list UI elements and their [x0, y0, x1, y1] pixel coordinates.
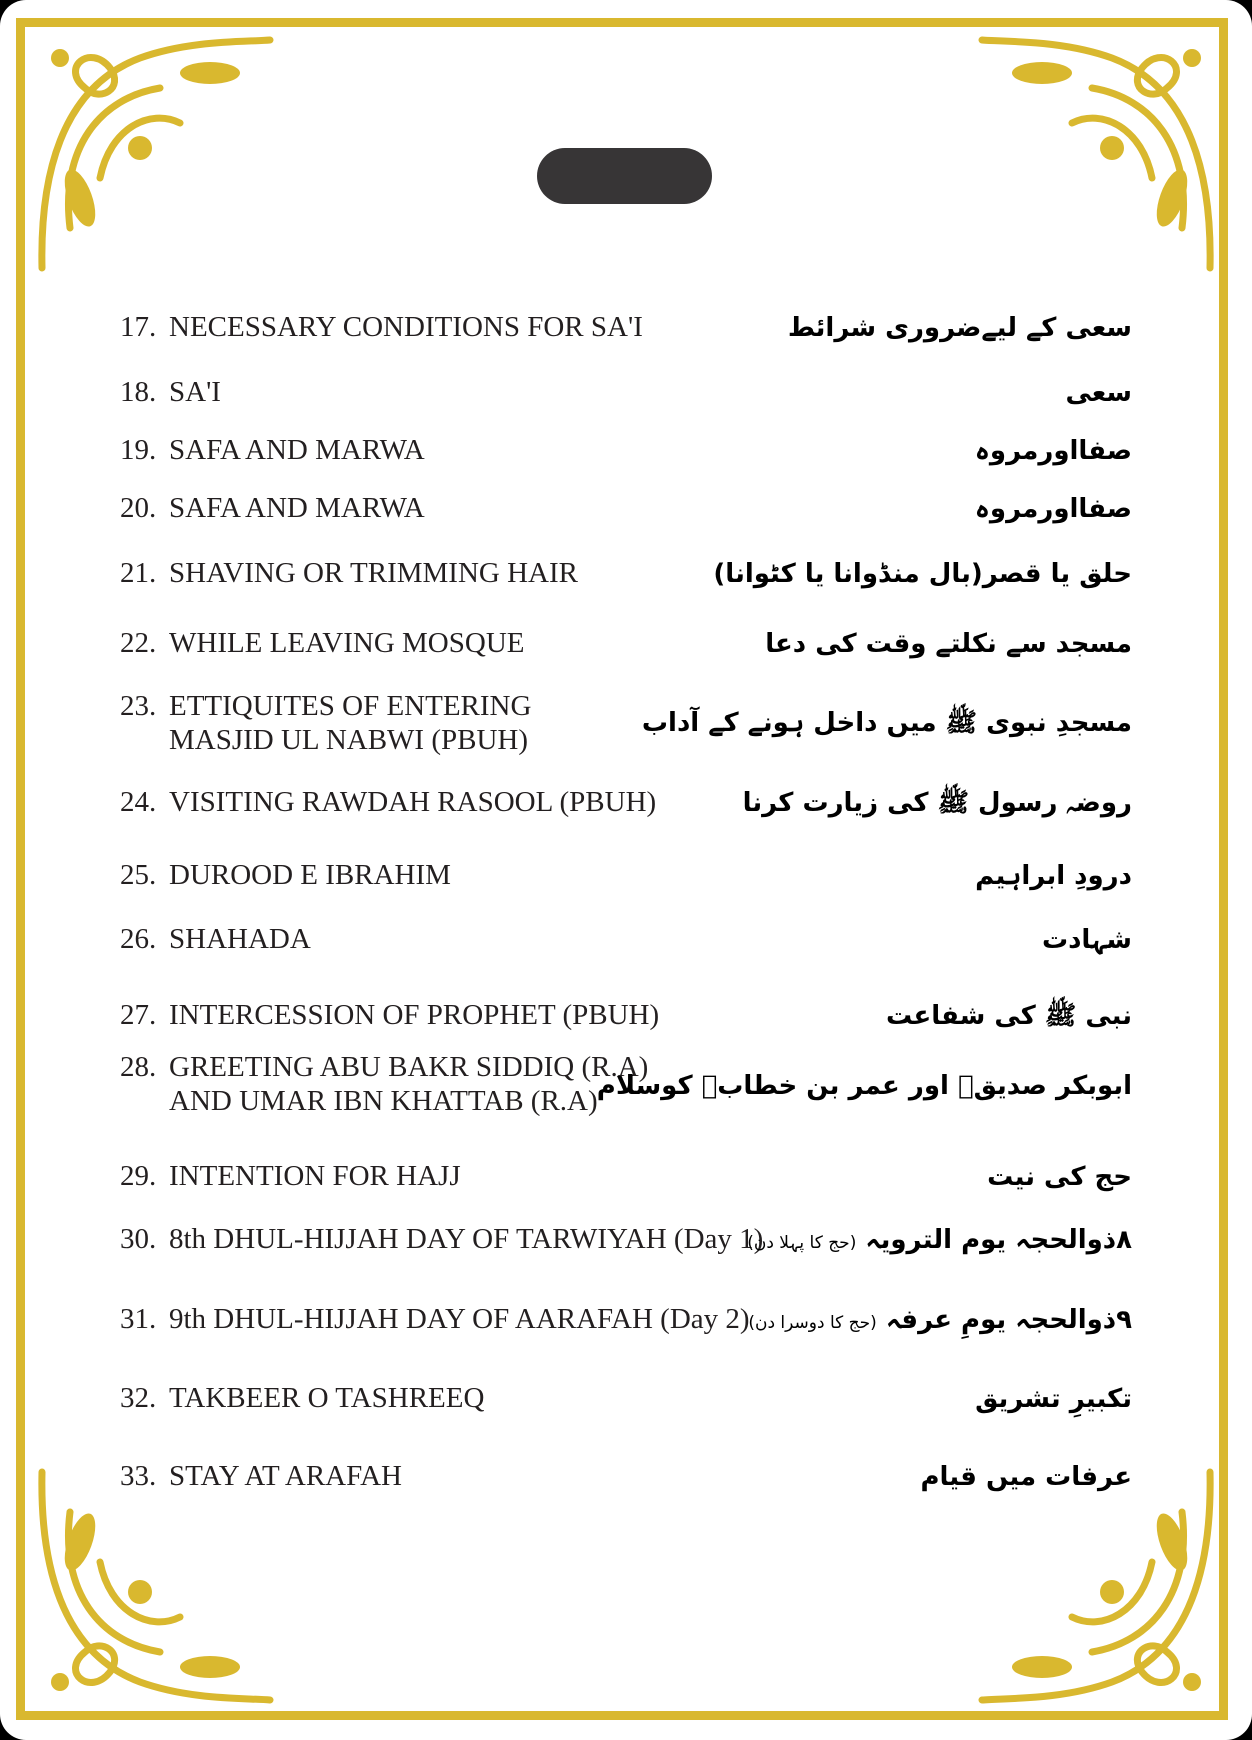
toc-english: 26. SHAHADA: [120, 923, 311, 955]
toc-english: 33. STAY AT ARAFAH: [120, 1460, 402, 1492]
toc-english: 32. TAKBEER O TASHREEQ: [120, 1382, 485, 1414]
toc-english: 18. SA'I: [120, 376, 221, 408]
toc-urdu: حج کی نیت: [987, 1162, 1132, 1192]
toc-english: 23. ETTIQUITES OF ENTERING MASJID UL NABWI (PBUH): [120, 690, 532, 756]
toc-urdu: روضہ رسول ﷺ کی زیارت کرنا: [742, 788, 1132, 818]
toc-urdu: حلق یا قصر(بال منڈوانا یا کٹوانا): [713, 559, 1132, 589]
toc-urdu: شہادت: [1041, 925, 1132, 955]
toc-english: 27. INTERCESSION OF PROPHET (PBUH): [120, 999, 660, 1031]
toc-urdu: درودِ ابراہیم: [975, 861, 1132, 891]
toc-english: 19. SAFA AND MARWA: [120, 434, 425, 466]
floral-corner-ornament-icon: [30, 1462, 280, 1712]
toc-urdu: ۹ذوالحجہ یومِ عرفہ (حج کا دوسرا دن): [748, 1305, 1132, 1335]
floral-corner-ornament-icon: [972, 1462, 1222, 1712]
toc-urdu: سعی کے لیےضروری شرائط: [787, 313, 1132, 343]
toc-urdu: مسجدِ نبوی ﷺ میں داخل ہونے کے آداب: [641, 708, 1132, 738]
toc-english: 25. DUROOD E IBRAHIM: [120, 859, 451, 891]
header-pill: [537, 148, 712, 204]
toc-urdu: ابوبکر صدیقؓ اور عمر بن خطابؓ کوسلام: [596, 1071, 1132, 1101]
toc-english: 22. WHILE LEAVING MOSQUE: [120, 627, 525, 659]
toc-english: 30. 8th DHUL-HIJJAH DAY OF TARWIYAH (Day 1): [120, 1223, 764, 1255]
toc-english: 31. 9th DHUL-HIJJAH DAY OF AARAFAH (Day 2): [120, 1303, 750, 1335]
toc-english: 17. NECESSARY CONDITIONS FOR SA'I: [120, 311, 643, 343]
toc-urdu: عرفات میں قیام: [920, 1462, 1132, 1492]
toc-english: 21. SHAVING OR TRIMMING HAIR: [120, 557, 578, 589]
toc-urdu: سعی: [1065, 378, 1132, 408]
toc-urdu: ۸ذوالحجہ یوم الترویہ (حج کا پہلا دن): [747, 1225, 1132, 1255]
toc-urdu: صفااورمروہ: [974, 436, 1132, 466]
toc-urdu: مسجد سے نکلتے وقت کی دعا: [765, 629, 1132, 659]
toc-urdu: تکبیرِ تشریق: [975, 1384, 1132, 1414]
floral-corner-ornament-icon: [972, 28, 1222, 278]
floral-corner-ornament-icon: [30, 28, 280, 278]
toc-english: 20. SAFA AND MARWA: [120, 492, 425, 524]
toc-urdu: صفااورمروہ: [974, 494, 1132, 524]
toc-english: 28. GREETING ABU BAKR SIDDIQ (R.A) AND UMAR IBN KHATTAB (R.A): [120, 1051, 649, 1117]
toc-urdu: نبی ﷺ کی شفاعت: [886, 1001, 1132, 1031]
toc-english: 24. VISITING RAWDAH RASOOL (PBUH): [120, 786, 657, 818]
toc-english: 29. INTENTION FOR HAJJ: [120, 1160, 461, 1192]
